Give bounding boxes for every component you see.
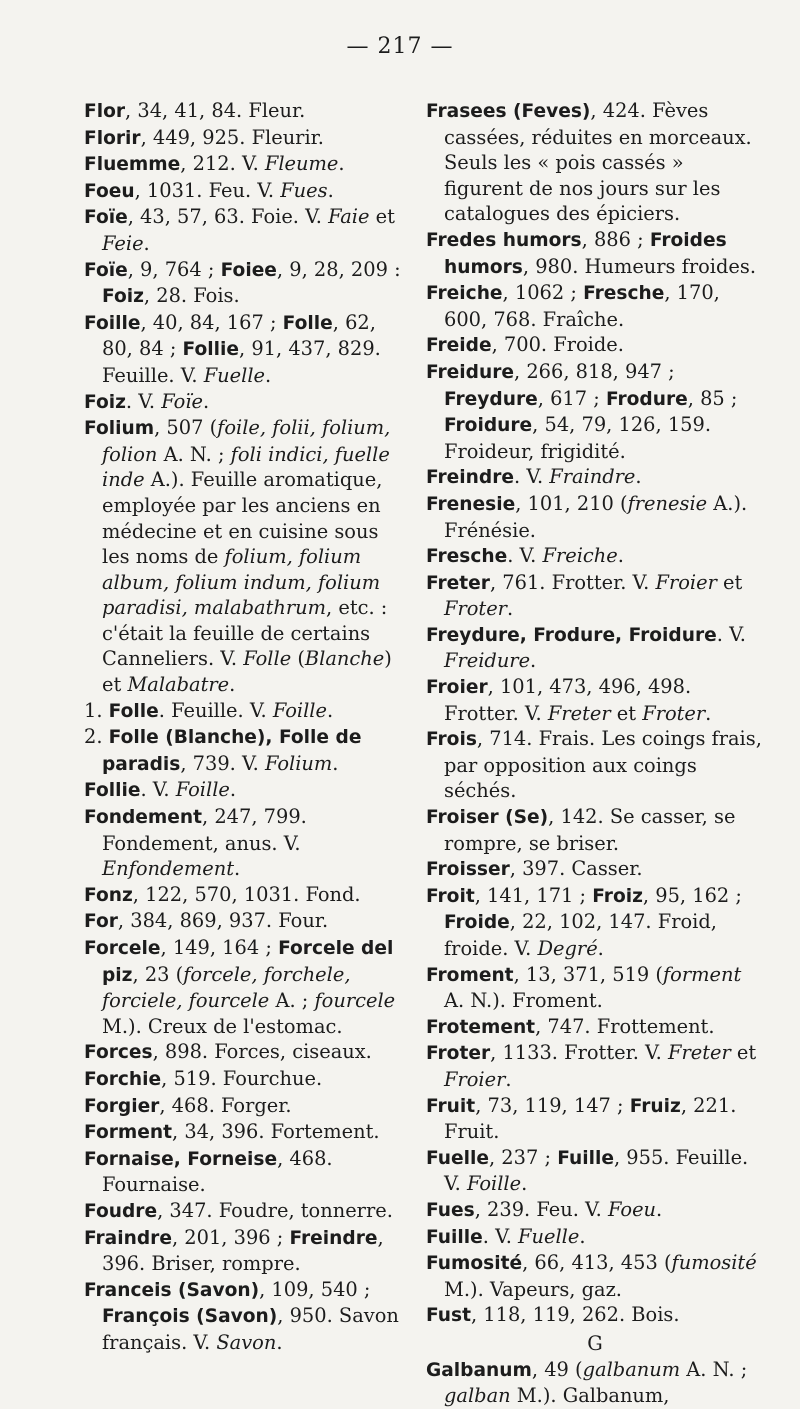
glossary-entry: Frenesie, 101, 210 (frenesie A.). Frénésie. xyxy=(426,491,748,542)
glossary-entry: Fonz, 122, 570, 1031. Fond. xyxy=(84,882,361,906)
glossary-entry: Frois, 714. Frais. Les coings frais, par opposition aux coings séchés. xyxy=(426,727,762,803)
glossary-entry: Fues, 239. Feu. V. Foeu. xyxy=(426,1197,663,1221)
glossary-entry: Galbanum, 49 (galbanum A. N. ; galban M.). Galbanum, xyxy=(426,1357,748,1408)
glossary-entry: Foiz. V. Foïe. xyxy=(84,389,210,413)
glossary-entry: Frasees (Feves), 424. Fèves cassées, réduites en morceaux. Seuls les « pois cassés » figurent de nos jours sur les catalogues des épiciers. xyxy=(426,99,752,226)
glossary-entry: Fornaise, Forneise, 468. Fournaise. xyxy=(84,1146,333,1197)
glossary-entry: Forces, 898. Forces, ciseaux. xyxy=(84,1040,372,1064)
glossary-entry: Freindre. V. Fraindre. xyxy=(426,465,642,489)
glossary-entry: Freter, 761. Frotter. V. Froier et Froter. xyxy=(426,570,743,621)
glossary-entry: Fondement, 247, 799. Fondement, anus. V. Enfondement. xyxy=(84,805,307,881)
glossary-entry: Fuelle, 237 ; Fuille, 955. Feuille. V. Foille. xyxy=(426,1145,749,1196)
glossary-entry: Froter, 1133. Frotter. V. Freter et Froier. xyxy=(426,1041,757,1091)
glossary-entry: 1. Folle. Feuille. V. Foille. xyxy=(84,698,334,722)
glossary-entry: Foïe, 43, 57, 63. Foie. V. Faie et Feie. xyxy=(84,205,395,255)
glossary-entry: Froisser, 397. Casser. xyxy=(426,857,643,881)
glossary-entry: Foudre, 347. Foudre, tonnerre. xyxy=(84,1198,393,1222)
glossary-entry: Frotement, 747. Frottement. xyxy=(426,1014,715,1038)
glossary-entry: Freidure, 266, 818, 947 ; Freydure, 617 ; Frodure, 85 ; Froidure, 54, 79, 126, 159. Froideur, frigidité. xyxy=(426,359,738,463)
glossary-entry: 2. Folle (Blanche), Folle de paradis, 739. V. Folium. xyxy=(84,725,362,775)
glossary-entry: Foeu, 1031. Feu. V. Fues. xyxy=(84,178,334,202)
glossary-entry: Flor, 34, 41, 84. Fleur. xyxy=(84,99,306,122)
glossary-entry: Forgier, 468. Forger. xyxy=(84,1093,292,1117)
glossary-entry: Fust, 118, 119, 262. Bois. xyxy=(426,1303,680,1327)
glossary-entry: Folium, 507 (foile, folii, folium, folion A. N. ; foli indici, fuelle inde A.). Feuille aromatique, employée par les anciens en médecine et en cuisine sous les noms de folium, folium album, folium indum, folium paradisi, malabathrum, etc. : c'était la feuille de certains Canneliers. V. Folle (Blanche) et Malabatre. xyxy=(84,416,392,697)
glossary-entry: For, 384, 869, 937. Four. xyxy=(84,909,329,933)
glossary-entry: Franceis (Savon), 109, 540 ; François (Savon), 950. Savon français. V. Savon. xyxy=(84,1277,399,1354)
glossary-entry: Foille, 40, 84, 167 ; Folle, 62, 80, 84 ; Follie, 91, 437, 829. Feuille. V. Fuelle. xyxy=(84,310,381,387)
glossary-entry: Follie. V. Foille. xyxy=(84,778,237,802)
glossary-entry: Fraindre, 201, 396 ; Freindre, 396. Briser, rompre. xyxy=(84,1225,384,1276)
glossary-entry: Fuille. V. Fuelle. xyxy=(426,1224,586,1248)
glossary-entry: Forcele, 149, 164 ; Forcele del piz, 23 (forcele, forchele, forciele, fourcele A. ; fourcele M.). Creux de l'estomac. xyxy=(84,936,396,1038)
glossary-entry: Freide, 700. Froide. xyxy=(426,333,624,357)
glossary-entry: Forchie, 519. Fourchue. xyxy=(84,1066,323,1090)
glossary-entry: Forment, 34, 396. Fortement. xyxy=(84,1120,380,1144)
glossary-entry: Fluemme, 212. V. Fleume. xyxy=(84,152,345,176)
glossary-entry: Fumosité, 66, 413, 453 (fumosité M.). Vapeurs, gaz. xyxy=(426,1251,757,1301)
glossary-entry: Fredes humors, 886 ; Froides humors, 980. Humeurs froides. xyxy=(426,227,756,278)
glossary-entry: Fresche. V. Freiche. xyxy=(426,544,624,568)
glossary-entry: Froit, 141, 171 ; Froiz, 95, 162 ; Froide, 22, 102, 147. Froid, froide. V. Degré. xyxy=(426,883,742,960)
glossary-entry: Froment, 13, 371, 519 (forment A. N.). Froment. xyxy=(426,962,742,1013)
glossary-entry: Florir, 449, 925. Fleurir. xyxy=(84,125,324,149)
left-column xyxy=(84,98,406,1356)
glossary-entry: Froiser (Se), 142. Se casser, se rompre, se briser. xyxy=(426,805,736,855)
section-letter: G xyxy=(587,1331,603,1355)
glossary-entry: Freiche, 1062 ; Fresche, 170, 600, 768. Fraîche. xyxy=(426,281,720,331)
right-column xyxy=(426,98,764,1409)
glossary-entry: Foïe, 9, 764 ; Foiee, 9, 28, 209 : Foiz, 28. Fois. xyxy=(84,257,401,308)
glossary-entry: Froier, 101, 473, 496, 498. Frotter. V. Freter et Froter. xyxy=(426,675,712,725)
glossary-entry: Fruit, 73, 119, 147 ; Fruiz, 221. Fruit. xyxy=(426,1093,737,1144)
glossary-entry: Freydure, Frodure, Froidure. V. Freidure. xyxy=(426,622,746,673)
page-number: — 217 — xyxy=(346,34,454,59)
